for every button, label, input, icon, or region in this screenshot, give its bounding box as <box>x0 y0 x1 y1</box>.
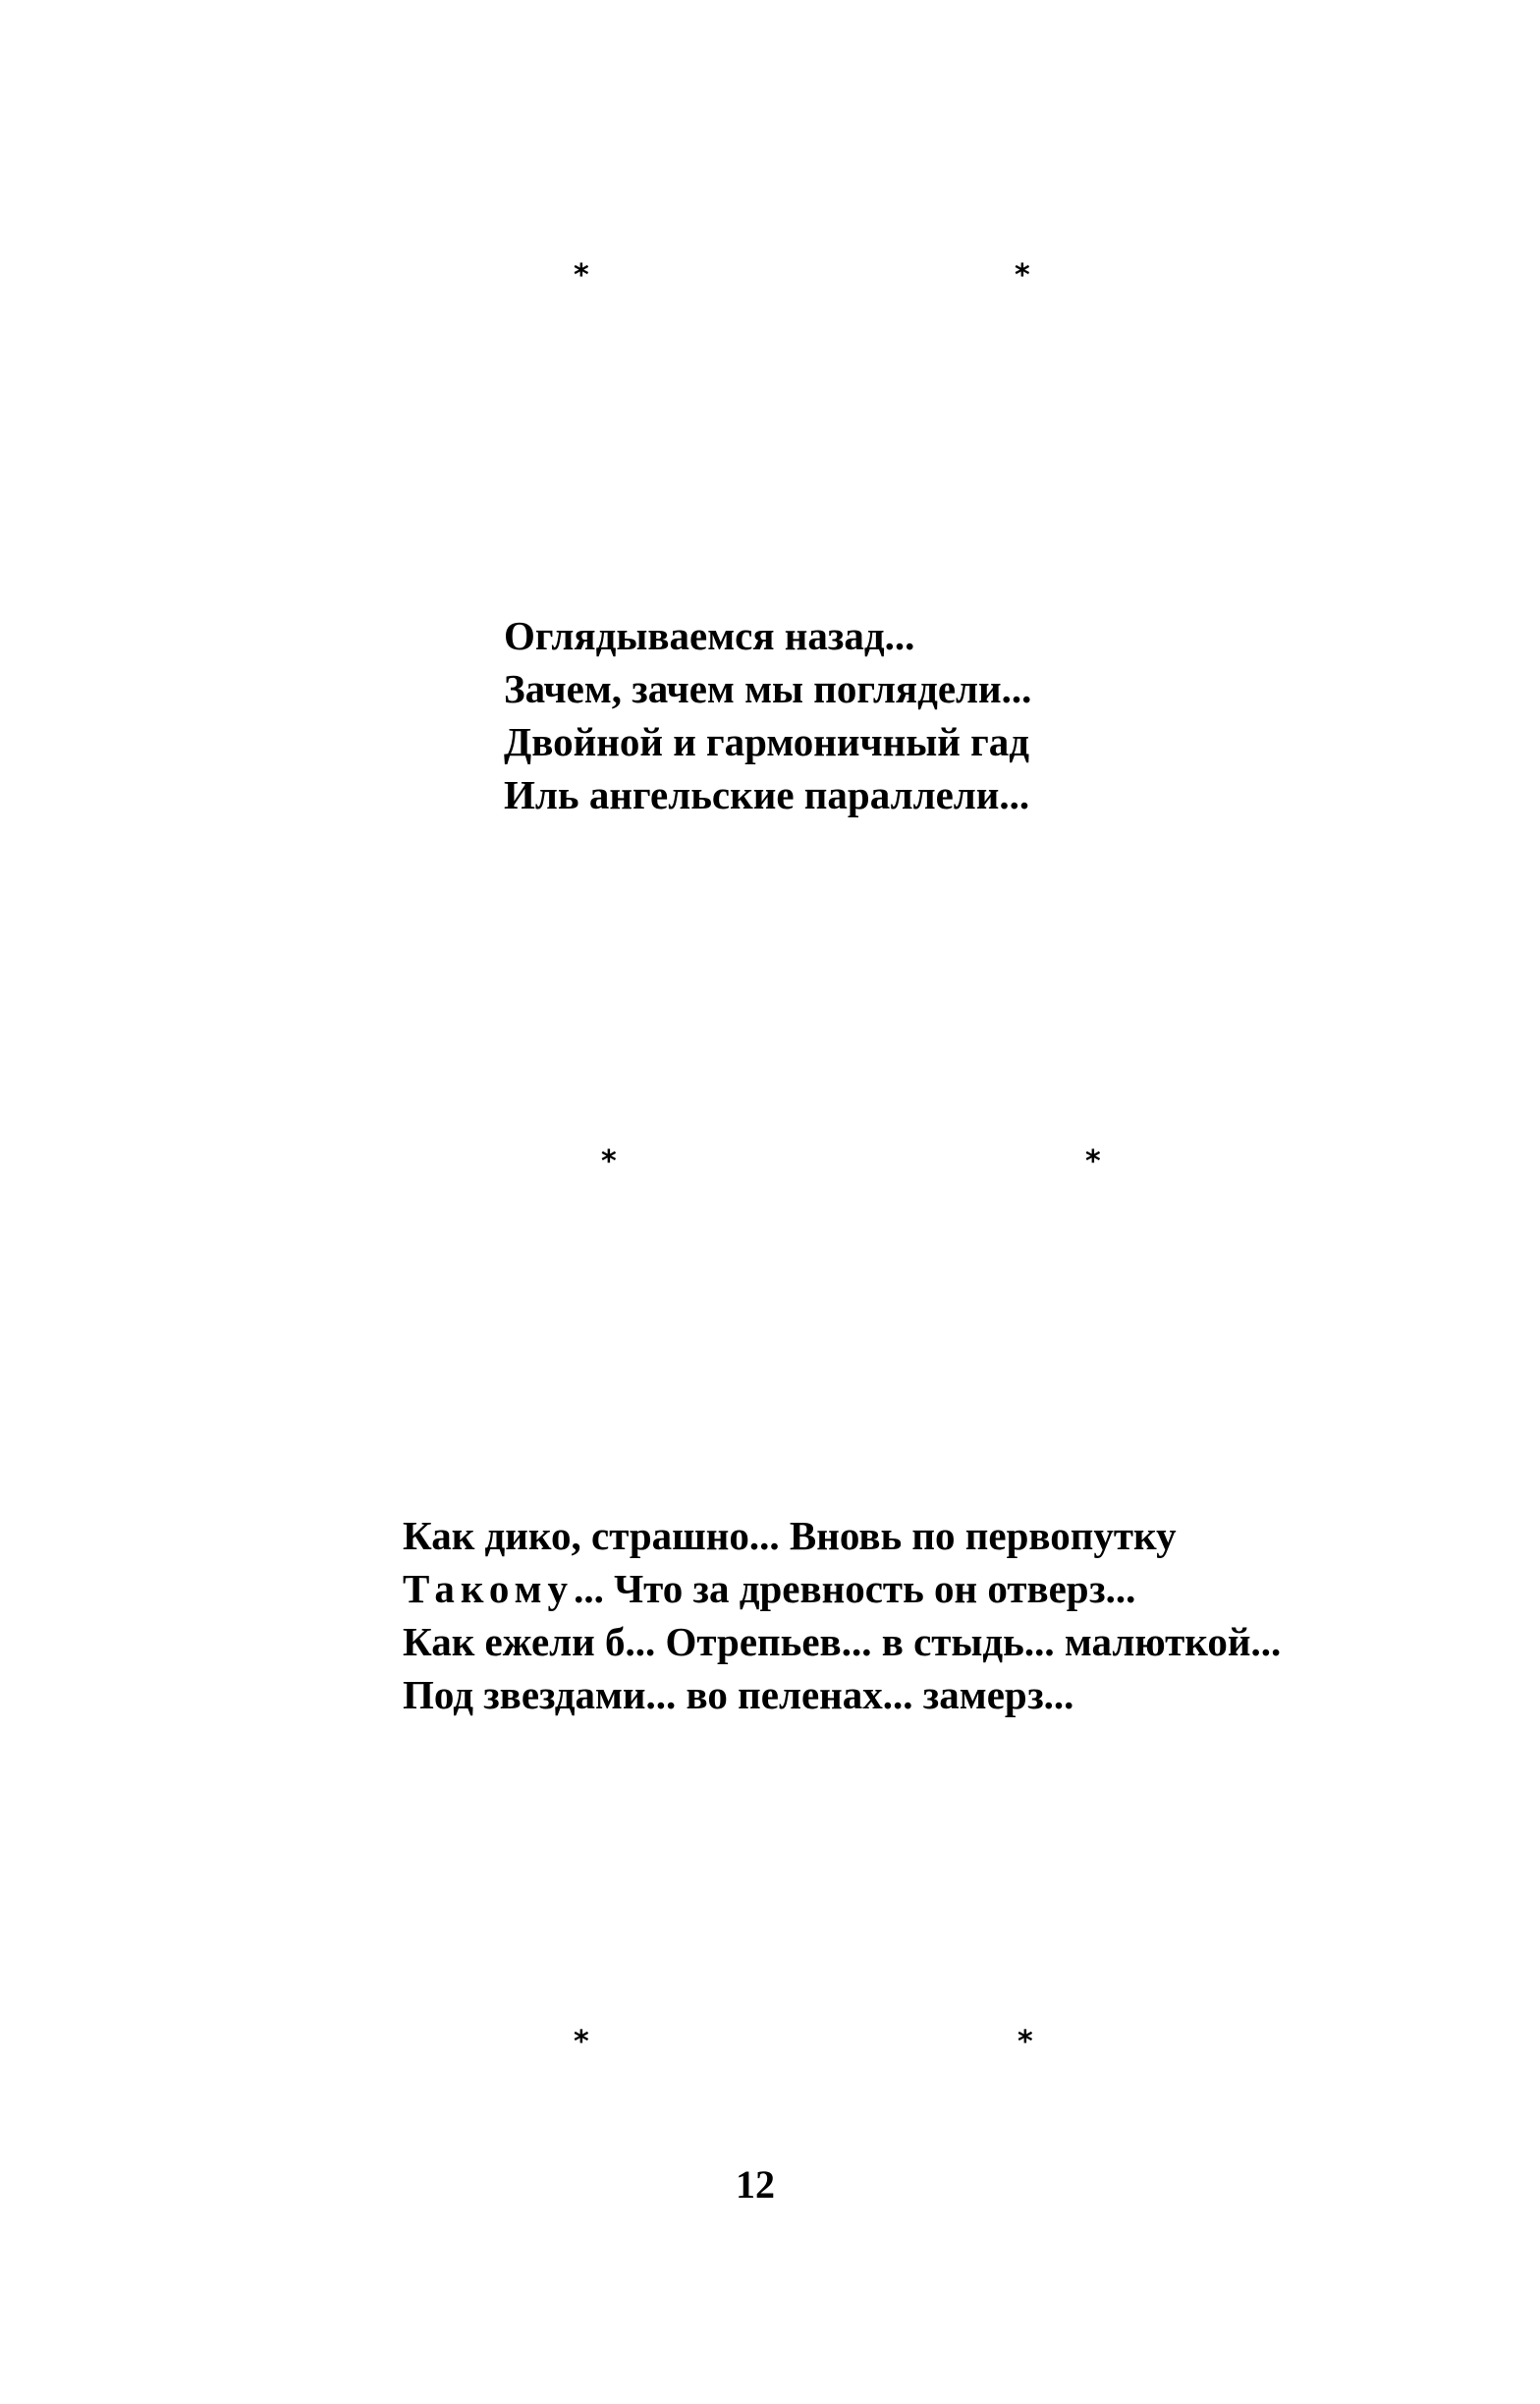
separator-asterisk: * <box>1018 2025 1033 2059</box>
emphasized-word: Такому <box>403 1566 575 1611</box>
poem-line-rest: ... Что за древность он отверз... <box>574 1566 1136 1611</box>
separator-asterisk: * <box>1085 1145 1101 1179</box>
poem-line: Как дико, страшно... Вновь по первопутку <box>403 1513 1177 1558</box>
poem-line: Оглядываемся назад... <box>504 613 915 658</box>
separator-asterisk: * <box>574 2025 589 2059</box>
poem-stanza-2 <box>403 1509 1281 1721</box>
separator-asterisk: * <box>1015 258 1030 293</box>
separator-asterisk: * <box>574 258 589 293</box>
page-number: 12 <box>736 2162 775 2207</box>
poem-line: Иль ангельские параллели... <box>504 772 1030 817</box>
poem-line: Зачем, зачем мы поглядели... <box>504 666 1032 711</box>
poem-line: Под звездами... во пеленах... замерз... <box>403 1672 1074 1717</box>
poem-line: Двойной и гармоничный гад <box>504 719 1029 764</box>
poem-line <box>403 1562 1281 1615</box>
poem-stanza-1 <box>504 609 1031 821</box>
separator-asterisk: * <box>601 1145 617 1179</box>
poem-line: Как ежели б... Отрепьев... в стыдь... малюткой... <box>403 1619 1282 1664</box>
